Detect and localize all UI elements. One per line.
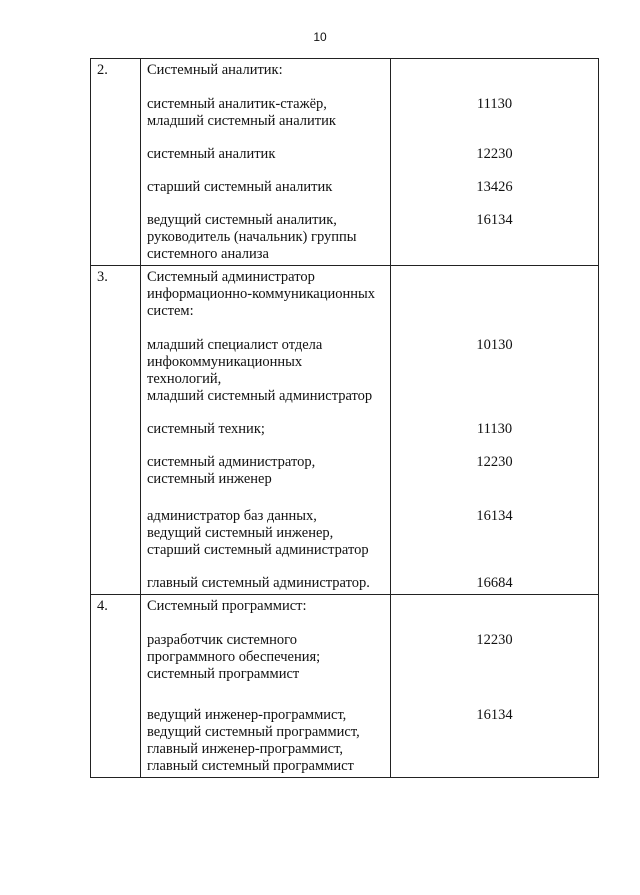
- salary-value: 16134: [476, 508, 513, 524]
- position-entry: администратор баз данных, ведущий системный инженер, старший системный администратор: [147, 508, 369, 558]
- salary-value: 16134: [476, 707, 513, 723]
- salary-cell: [391, 266, 599, 595]
- position-entry: системный администратор, системный инженер: [147, 454, 316, 487]
- position-group-cell: [141, 266, 391, 595]
- salary-value: 12230: [476, 454, 513, 470]
- position-group-title: Системный программист:: [147, 598, 307, 614]
- row-number: 3.: [91, 266, 141, 595]
- table-row: [91, 59, 599, 266]
- salary-value: 12230: [476, 632, 513, 648]
- salary-value: 11130: [476, 96, 513, 112]
- position-group-title: Системный аналитик:: [147, 62, 283, 78]
- position-entry: ведущий системный аналитик, руководитель (начальник) группы системного анализа: [147, 212, 357, 262]
- position-entry: системный аналитик: [147, 146, 276, 162]
- position-group-cell: [141, 595, 391, 778]
- salary-value: 12230: [476, 146, 513, 162]
- salary-value: 13426: [476, 179, 513, 195]
- salary-table: [90, 58, 599, 778]
- table-row: [91, 266, 599, 595]
- salary-value: 11130: [476, 421, 513, 437]
- salary-value: 10130: [476, 337, 513, 353]
- position-entry: главный системный администратор.: [147, 575, 370, 591]
- salary-value: 16684: [476, 575, 513, 591]
- position-entry: системный аналитик-стажёр, младший системный аналитик: [147, 96, 336, 129]
- salary-cell: [391, 595, 599, 778]
- salary-value: 16134: [476, 212, 513, 228]
- position-group-cell: [141, 59, 391, 266]
- row-number: 4.: [91, 595, 141, 778]
- position-entry: системный техник;: [147, 421, 265, 437]
- page-number: 10: [313, 30, 327, 44]
- table-row: [91, 595, 599, 778]
- position-group-title: Системный администратор информационно-коммуникационных систем:: [147, 269, 376, 319]
- position-entry: младший специалист отдела инфокоммуникационных технологий, младший системный администратор: [147, 337, 373, 404]
- position-entry: ведущий инженер-программист, ведущий системный программист, главный инженер-программист, главный системный программист: [147, 707, 360, 774]
- position-entry: разработчик системного программного обеспечения; системный программист: [147, 632, 321, 682]
- position-entry: старший системный аналитик: [147, 179, 333, 195]
- salary-cell: [391, 59, 599, 266]
- row-number: 2.: [91, 59, 141, 266]
